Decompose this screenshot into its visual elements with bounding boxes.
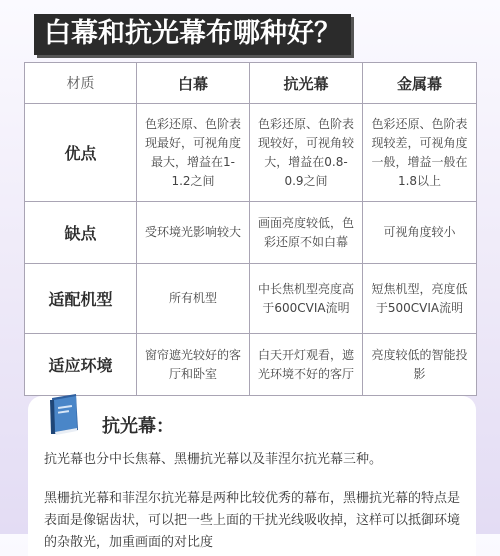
row-header-environment: 适应环境	[25, 334, 137, 396]
page-title: 白幕和抗光幕布哪种好？	[34, 14, 351, 55]
table-cell: 亮度较低的智能投影	[363, 334, 477, 396]
card-paragraph: 抗光幕也分中长焦幕、黑栅抗光幕以及菲涅尔抗光幕三种。	[44, 452, 383, 467]
comparison-table	[24, 62, 477, 396]
table-cell: 白天开灯观看，遮光环境不好的客厅	[250, 334, 363, 396]
table-cell: 画面亮度较低，色彩还原不如白幕	[250, 202, 363, 264]
info-card	[28, 396, 476, 556]
table-cell: 色彩还原、色阶表现较好，可视角较大，增益在0.8-0.9之间	[250, 104, 363, 202]
column-header-anti-light-screen: 抗光幕	[250, 63, 363, 104]
card-paragraph: 黑栅抗光幕和菲涅尔抗光幕是两种比较优秀的幕布，黑栅抗光幕的特点是表面是像锯齿状，可以把一些上面的干扰光线吸收掉，这样可以抵御环境的杂散光，加重画面的对比度	[44, 491, 461, 550]
column-header-metal-screen: 金属幕	[363, 63, 477, 104]
table-cell: 短焦机型，亮度低于500CVIA流明	[363, 264, 477, 334]
table-row-advantages	[25, 104, 477, 202]
table-header-row	[25, 63, 477, 104]
corner-header: 材质	[25, 63, 137, 104]
table-row-compatible-models	[25, 264, 477, 334]
table-cell: 中长焦机型亮度高于600CVIA流明	[250, 264, 363, 334]
table-cell: 受环境光影响较大	[137, 202, 250, 264]
table-cell: 窗帘遮光较好的客厅和卧室	[137, 334, 250, 396]
book-icon	[46, 392, 84, 436]
row-header-compatible-models: 适配机型	[25, 264, 137, 334]
row-header-disadvantages: 缺点	[25, 202, 137, 264]
card-heading: 抗光幕：	[102, 416, 174, 437]
table-cell: 色彩还原、色阶表现最好，可视角度最大，增益在1-1.2之间	[137, 104, 250, 202]
column-header-white-screen: 白幕	[137, 63, 250, 104]
table-cell: 色彩还原、色阶表现较差，可视角度一般，增益一般在1.8以上	[363, 104, 477, 202]
row-header-advantages: 优点	[25, 104, 137, 202]
table-row-environment	[25, 334, 477, 396]
table-cell: 所有机型	[137, 264, 250, 334]
table-cell: 可视角度较小	[363, 202, 477, 264]
table-row-disadvantages	[25, 202, 477, 264]
